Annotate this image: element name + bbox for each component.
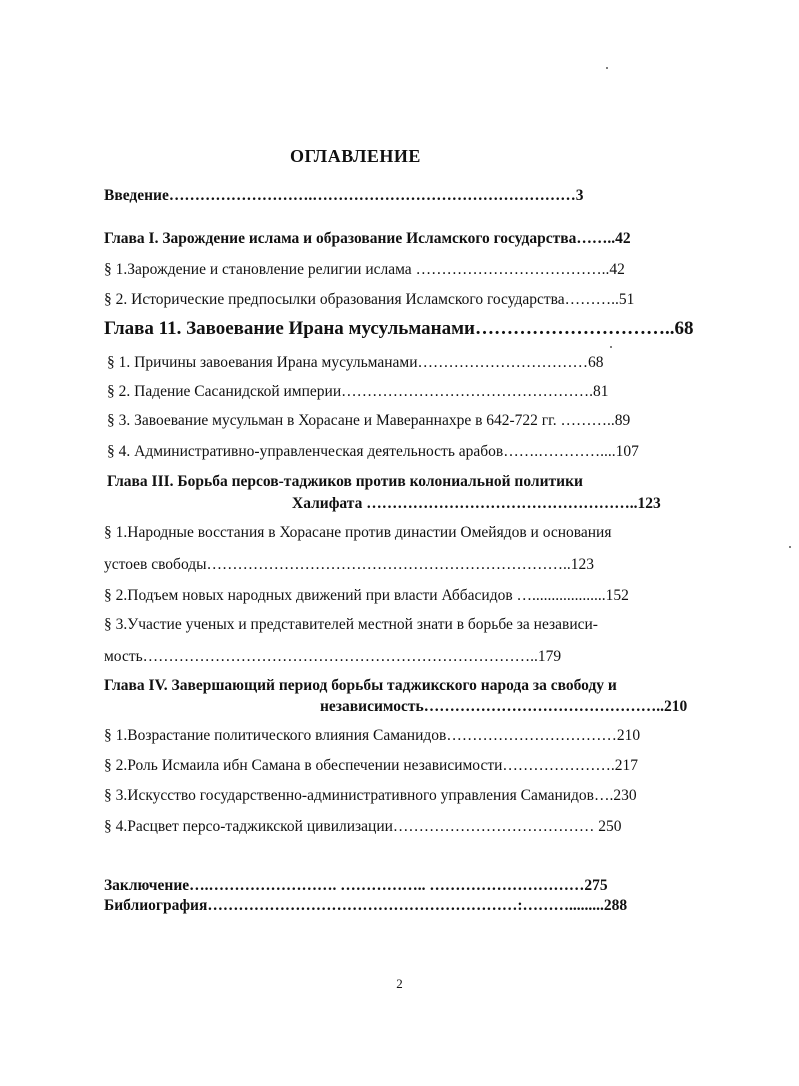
toc-section-3-2: § 2.Подъем новых народных движений при власти Аббасидов …...................152: [104, 587, 629, 604]
page-number: 2: [396, 976, 403, 991]
toc-section-3-1-line-1: § 1.Народные восстания в Хорасане против династии Омейядов и основания: [104, 524, 612, 541]
scan-speck: [606, 67, 608, 69]
toc-section-2-1: § 1. Причины завоевания Ирана мусульманами……………………………68: [107, 354, 604, 371]
toc-section-3-3-line-2: мость…………………………………………………………………..179: [104, 648, 562, 665]
toc-section-1-1: § 1.Зарождение и становление религии ислама ………………………………..42: [104, 261, 625, 278]
toc-chapter-4-line-2: независимость………………………………………..210: [320, 698, 688, 715]
toc-section-4-4: § 4.Расцвет персо-таджикской цивилизации………………………………… 250: [104, 818, 622, 835]
scan-speck: [789, 546, 791, 548]
toc-section-2-4: § 4. Административно-управленческая деятельность арабов…….…………....107: [107, 443, 639, 460]
toc-chapter-4-line-1: Глава IV. Завершающий период борьбы таджикского народа за свободу и: [104, 677, 617, 694]
toc-section-3-1-line-2: устоев свободы……………………………………………………………..123: [104, 556, 595, 573]
page-title: ОГЛАВЛЕНИЕ: [290, 146, 421, 166]
toc-section-1-2: § 2. Исторические предпосылки образования Исламского государства………..51: [104, 291, 635, 308]
toc-chapter-2: Глава 11. Завоевание Ирана мусульманами…………………………..68: [104, 319, 694, 339]
toc-chapter-3-line-2: Халифата ……………………………………………..123: [292, 495, 661, 512]
toc-entry-conclusion: Заключение….……………………. …………….. …………………………275: [104, 877, 608, 894]
toc-section-2-2: § 2. Падение Сасанидской империи………………………………………….81: [107, 383, 609, 400]
toc-entry-bibliography: Библиография……………………………………………………:……….........288: [104, 897, 628, 914]
toc-section-4-1: § 1.Возрастание политического влияния Саманидов……………………………210: [104, 727, 641, 744]
toc-chapter-3-line-1: Глава III. Борьба персов-таджиков против колониальной политики: [107, 473, 583, 490]
toc-section-4-2: § 2.Роль Исмаила ибн Самана в обеспечении независимости………………….217: [104, 757, 639, 774]
scan-speck: [610, 346, 612, 348]
toc-chapter-1: Глава I. Зарождение ислама и образование Исламского государства……..42: [104, 230, 631, 247]
toc-section-3-3-line-1: § 3.Участие ученых и представителей местной знати в борьбе за независи-: [104, 616, 598, 633]
toc-section-2-3: § 3. Завоевание мусульман в Хорасане и Мавераннахре в 642-722 гг. ………..89: [107, 412, 631, 429]
toc-section-4-3: § 3.Искусство государственно-административного управления Саманидов….230: [104, 787, 637, 804]
toc-entry-introduction: Введение……………………….……………………………………………3: [104, 187, 584, 204]
